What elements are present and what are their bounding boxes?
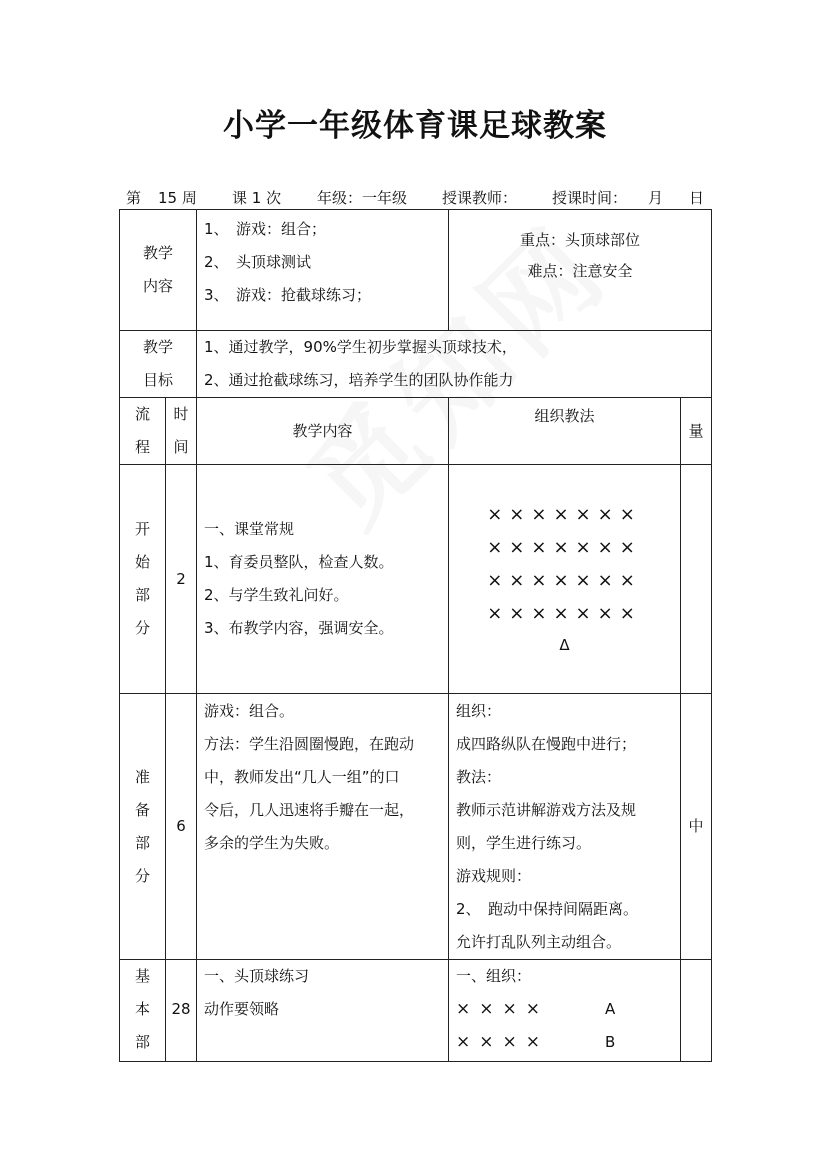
goals-items xyxy=(197,331,712,398)
difficulty-point: 难点：注意安全 xyxy=(527,262,633,280)
prep-method: 组织： 成四路纵队在慢跑中进行； 教法： 教师示范讲解游戏方法及规 则，学生进行练习。 游戏规则： 2、 跑动中保持间隔距离。 允许打乱队列主动组合。 xyxy=(449,694,681,960)
basic-time: 28 xyxy=(166,960,197,1062)
key-points xyxy=(449,210,712,331)
goal-item: 2、通过抢截球练习，培养学生的团队协作能力 xyxy=(204,371,514,389)
start-formation xyxy=(449,465,681,694)
goal-item: 1、通过教学，90%学生初步掌握头顶球技术， xyxy=(204,338,517,356)
week-number: 15 周 xyxy=(158,189,197,207)
formation-row: ××××××× xyxy=(487,504,642,525)
start-content: 一、课堂常规 1、育委员整队，检查人数。 2、与学生致礼问好。 3、布教学内容，强调安全。 xyxy=(197,465,449,694)
group-row-b: ×××× B xyxy=(456,1032,616,1052)
content-row xyxy=(120,210,712,331)
content-item: 2、 头顶球测试 xyxy=(204,253,312,271)
formation-row: ××××××× xyxy=(487,537,642,558)
header-content: 教学内容 xyxy=(197,398,449,465)
lesson-count: 课 1 次 xyxy=(232,189,282,207)
goals-label: 教学 目标 xyxy=(120,331,197,398)
content-label: 教学 内容 xyxy=(120,210,197,331)
header-row xyxy=(120,398,712,465)
basic-label: 基 本 部 xyxy=(120,960,166,1062)
time-label: 授课时间： xyxy=(552,189,628,207)
basic-method: 一、组织： ×××× A ×××× B xyxy=(449,960,681,1062)
header-flow: 流 程 xyxy=(120,398,166,465)
basic-content: 一、头顶球练习 动作要领略 xyxy=(197,960,449,1062)
prep-time: 6 xyxy=(166,694,197,960)
start-label: 开 始 部 分 xyxy=(120,465,166,694)
formation-row: ××××××× xyxy=(487,603,642,624)
basic-section-row xyxy=(120,960,712,1062)
prep-amount: 中 xyxy=(681,694,712,960)
header-method: 组织教法 xyxy=(449,398,681,465)
teacher-triangle-icon: Δ xyxy=(559,636,570,654)
content-item: 1、 游戏：组合； xyxy=(204,220,327,238)
key-point: 重点：头顶球部位 xyxy=(519,231,640,249)
lesson-plan-table xyxy=(119,209,712,1062)
goals-row xyxy=(120,331,712,398)
prep-section-row xyxy=(120,694,712,960)
header-amount: 量 xyxy=(681,398,712,465)
start-amount xyxy=(681,465,712,694)
content-item: 3、 游戏：抢截球练习； xyxy=(204,286,372,304)
start-section-row xyxy=(120,465,712,694)
start-time: 2 xyxy=(166,465,197,694)
prep-content: 游戏：组合。 方法：学生沿圆圈慢跑，在跑动 中，教师发出“几人一组”的口 令后，几人迅速将手瓣在一起， 多余的学生为失败。 xyxy=(197,694,449,960)
content-items xyxy=(197,210,449,331)
basic-amount xyxy=(681,960,712,1062)
day-label: 日 xyxy=(689,189,705,207)
header-time: 时 间 xyxy=(166,398,197,465)
teacher-label: 授课教师： xyxy=(442,189,518,207)
group-row-a: ×××× A xyxy=(456,999,616,1019)
month-label: 月 xyxy=(648,189,664,207)
week-prefix: 第 xyxy=(126,189,142,207)
page-title: 小学一年级体育课足球教案 xyxy=(223,108,607,144)
formation-row: ××××××× xyxy=(487,570,642,591)
grade: 年级：一年级 xyxy=(317,189,408,207)
prep-label: 准 备 部 分 xyxy=(120,694,166,960)
